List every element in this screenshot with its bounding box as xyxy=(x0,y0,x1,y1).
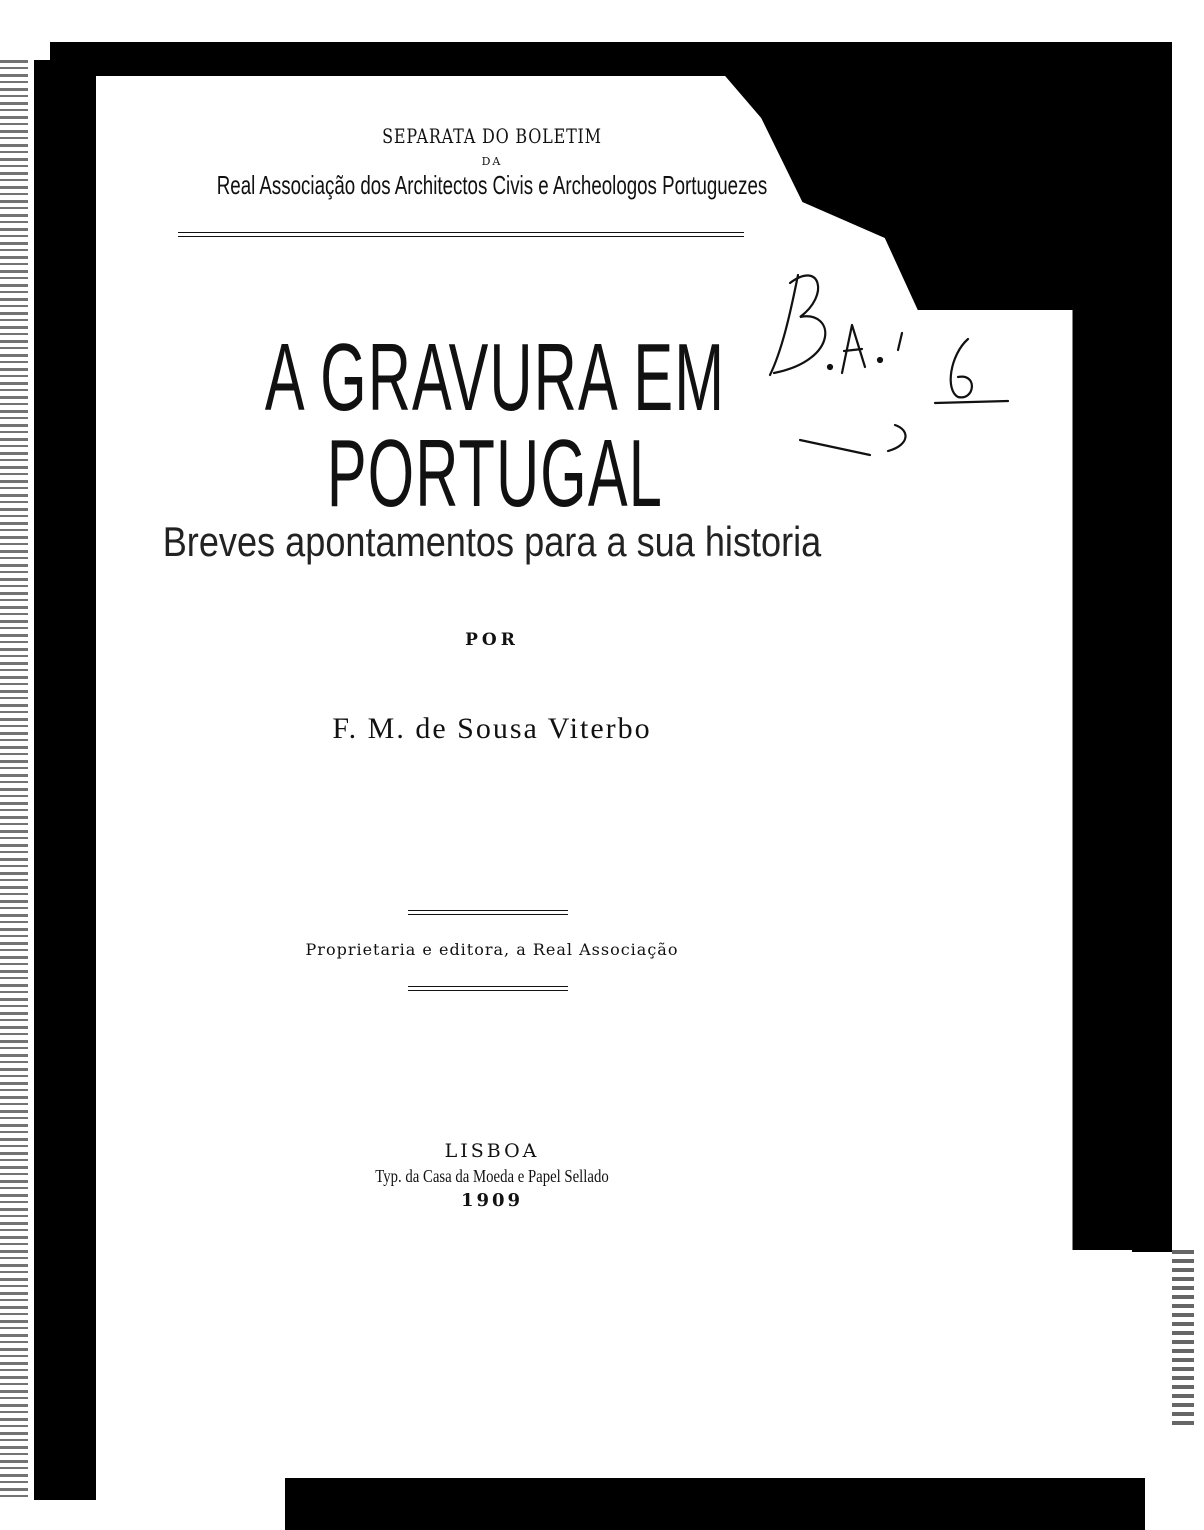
handwritten-shelfmark xyxy=(760,255,1020,465)
upper-short-rule xyxy=(408,910,568,915)
right-outer-edge xyxy=(1172,1250,1194,1430)
lower-short-rule xyxy=(408,986,568,991)
spine-edge xyxy=(0,60,28,1500)
imprint-year: 1909 xyxy=(460,1190,524,1211)
association-name: Real Associação dos Architectos Civis e Archeologos Portuguezes xyxy=(216,170,768,200)
author-name: F. M. de Sousa Viterbo xyxy=(332,712,652,745)
imprint-city: LISBOA xyxy=(444,1140,540,1162)
subtitle: Breves apontamentos para a sua historia xyxy=(162,518,822,565)
header-rule xyxy=(178,232,744,237)
by-label: POR xyxy=(465,630,519,650)
bottom-dark-border xyxy=(285,1478,1145,1530)
page-title: A GRAVURA EM PORTUGAL xyxy=(264,324,726,527)
left-dark-border xyxy=(34,60,96,1500)
da-line: DA xyxy=(481,155,503,168)
separata-heading: SEPARATA DO BOLETIM xyxy=(382,124,602,148)
right-dark-border xyxy=(1132,42,1172,1252)
publisher-note: Proprietaria e editora, a Real Associação xyxy=(305,940,679,959)
imprint-printer: Typ. da Casa da Moeda e Papel Sellado xyxy=(375,1166,609,1186)
